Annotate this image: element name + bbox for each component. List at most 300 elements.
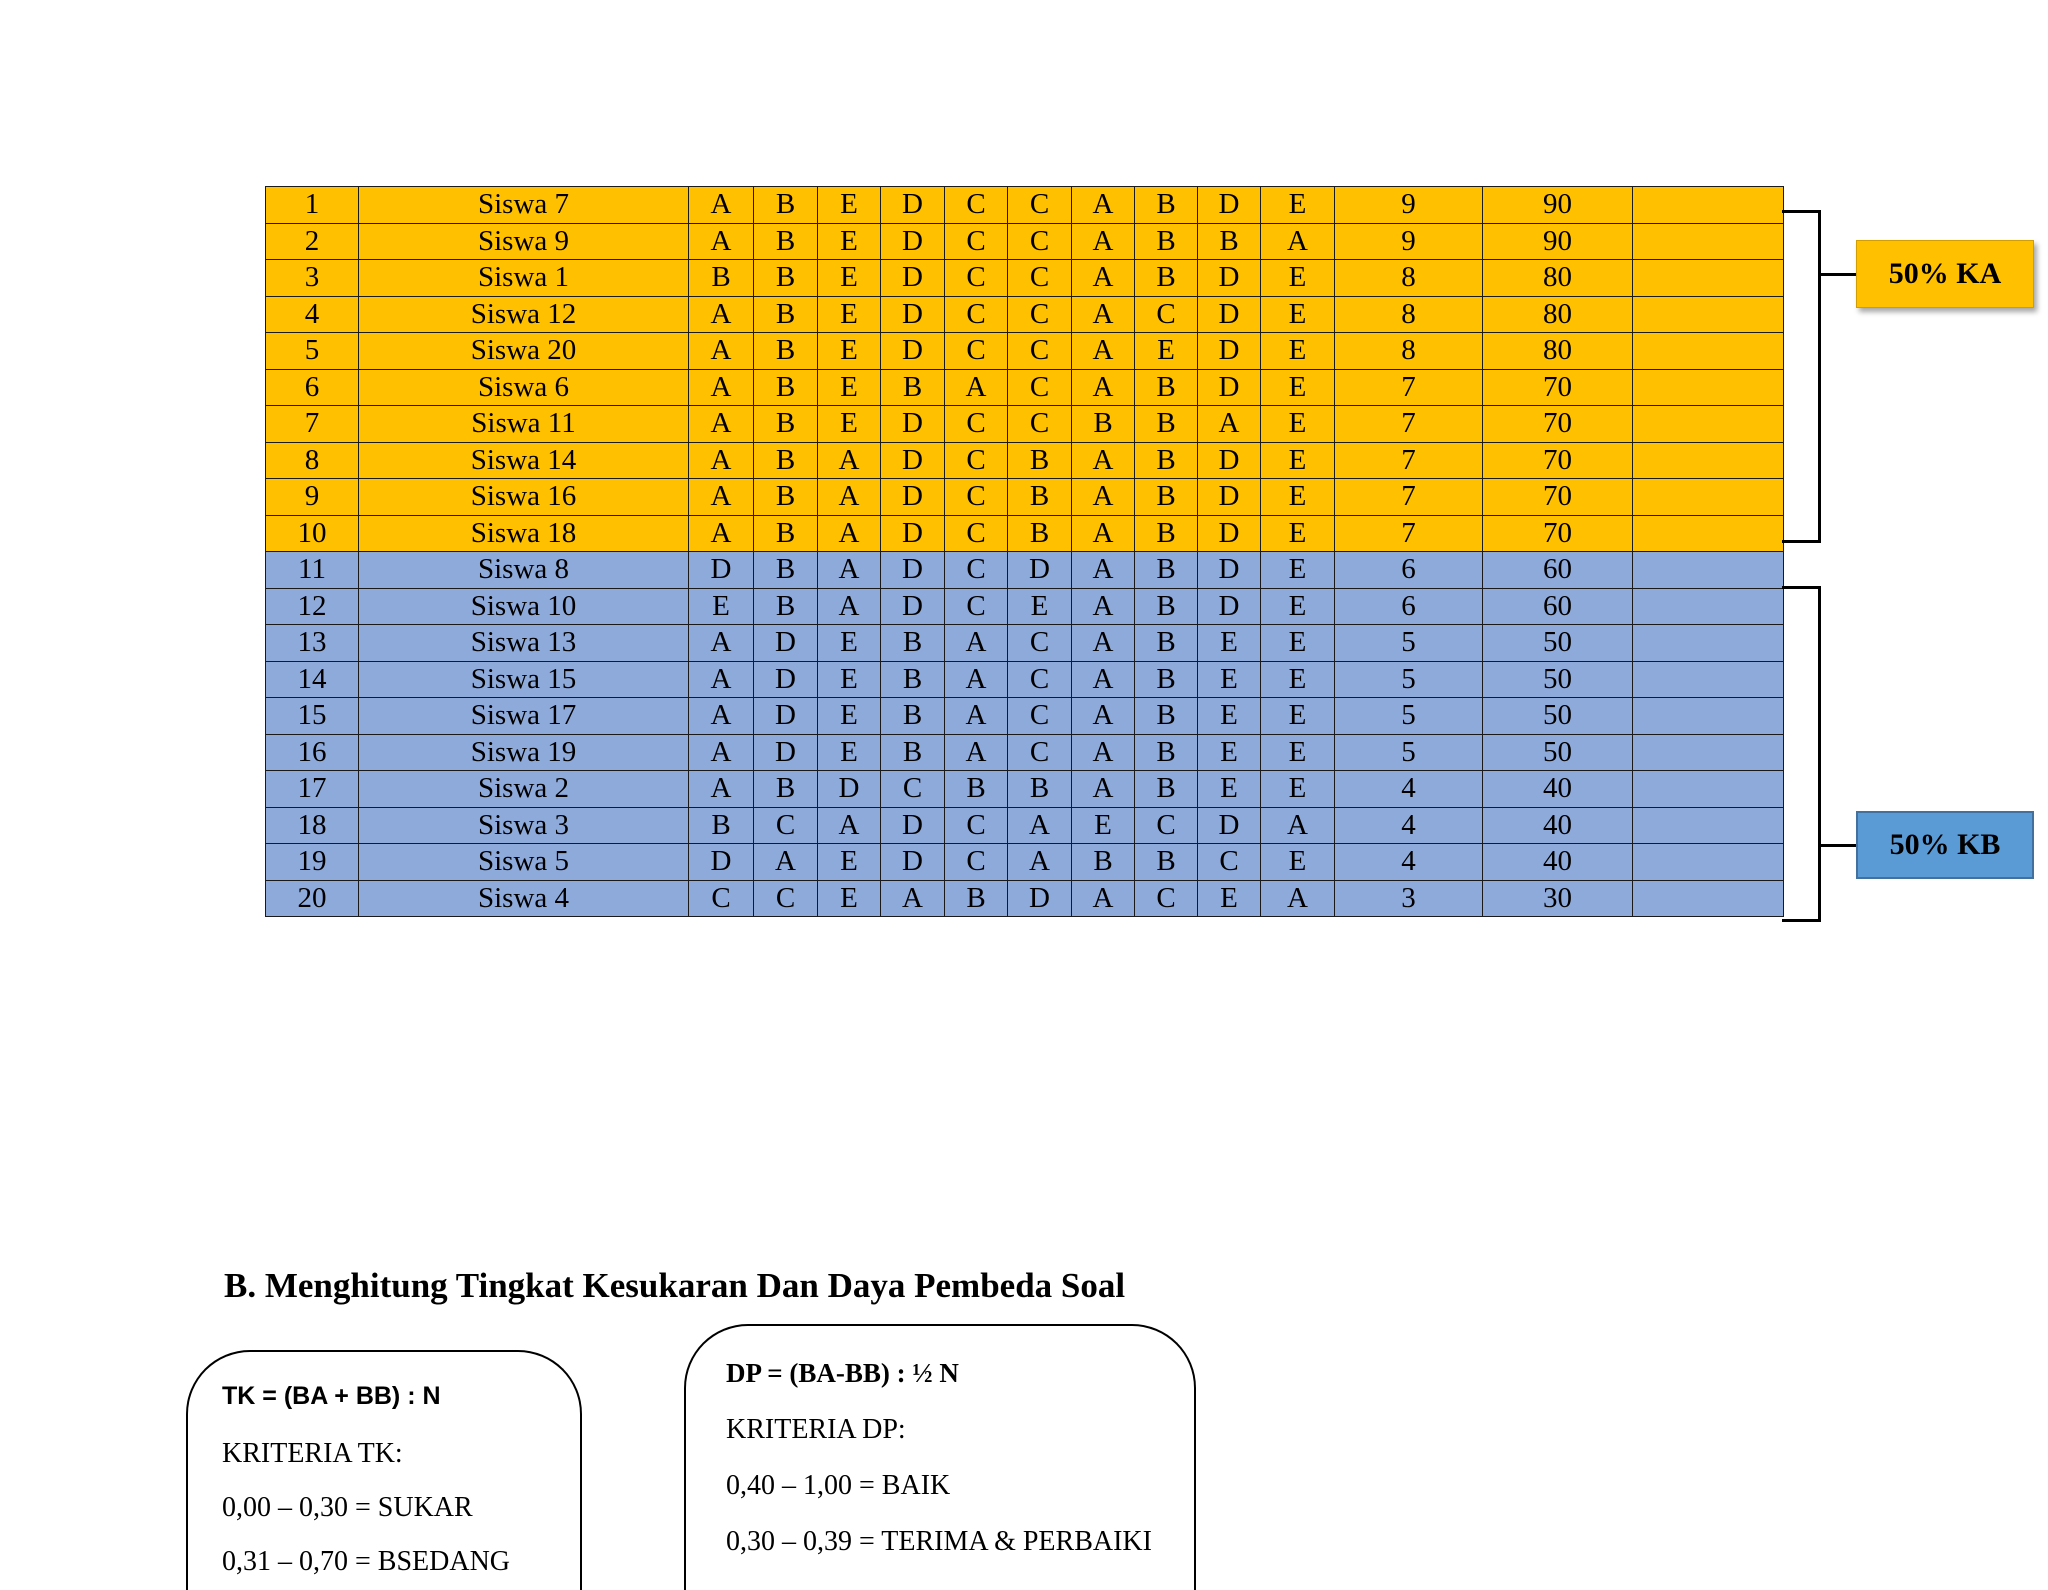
answer-cell-q3: A [818,515,881,552]
correct-count-cell: 7 [1335,442,1483,479]
empty-cell [1633,369,1784,406]
correct-count-cell: 5 [1335,698,1483,735]
answer-cell-q10: E [1261,333,1335,370]
correct-count-cell: 6 [1335,588,1483,625]
row-number-cell: 20 [266,880,359,917]
answer-cell-q7: B [1072,406,1135,443]
dp-formula: DP = (BA-BB) : ½ N [726,1358,959,1388]
answer-cell-q1: A [689,223,754,260]
answer-cell-q3: A [818,479,881,516]
answer-cell-q8: B [1135,734,1198,771]
answer-cell-q9: D [1198,296,1261,333]
answer-cell-q7: A [1072,187,1135,224]
answer-cell-q2: B [754,296,818,333]
answer-cell-q3: A [818,588,881,625]
student-name-cell: Siswa 14 [359,442,689,479]
answer-cell-q3: A [818,552,881,589]
answer-cell-q7: A [1072,442,1135,479]
row-number-cell: 5 [266,333,359,370]
empty-cell [1633,771,1784,808]
dp-formula-box [684,1324,1196,1590]
answer-cell-q7: A [1072,260,1135,297]
answer-cell-q6: C [1008,223,1072,260]
score-cell: 70 [1483,369,1633,406]
answer-cell-q4: B [881,734,945,771]
table-row [266,698,1784,735]
answer-cell-q1: A [689,479,754,516]
answer-cell-q3: E [818,406,881,443]
answer-cell-q3: D [818,771,881,808]
tk-criteria-1: 0,00 – 0,30 = SUKAR [222,1492,473,1523]
empty-cell [1633,406,1784,443]
correct-count-cell: 3 [1335,880,1483,917]
empty-cell [1633,844,1784,881]
answer-cell-q9: D [1198,588,1261,625]
answer-cell-q6: C [1008,698,1072,735]
answer-cell-q9: E [1198,734,1261,771]
student-name-cell: Siswa 15 [359,661,689,698]
answer-cell-q4: D [881,333,945,370]
answer-cell-q6: C [1008,406,1072,443]
answer-cell-q6: C [1008,734,1072,771]
answer-cell-q2: B [754,771,818,808]
answer-cell-q5: C [945,552,1008,589]
row-number-cell: 2 [266,223,359,260]
answer-cell-q8: B [1135,406,1198,443]
score-cell: 70 [1483,515,1633,552]
answer-cell-q9: D [1198,807,1261,844]
answer-cell-q4: B [881,661,945,698]
correct-count-cell: 8 [1335,333,1483,370]
empty-cell [1633,807,1784,844]
row-number-cell: 7 [266,406,359,443]
score-cell: 40 [1483,807,1633,844]
table-row [266,880,1784,917]
table-row [266,807,1784,844]
answer-cell-q8: B [1135,223,1198,260]
answer-cell-q4: A [881,880,945,917]
empty-cell [1633,661,1784,698]
score-cell: 90 [1483,223,1633,260]
score-cell: 80 [1483,260,1633,297]
answer-cell-q1: E [689,588,754,625]
answer-cell-q8: C [1135,807,1198,844]
correct-count-cell: 7 [1335,406,1483,443]
answer-cell-q2: A [754,844,818,881]
student-name-cell: Siswa 2 [359,771,689,808]
answer-cell-q9: D [1198,479,1261,516]
answer-cell-q5: C [945,588,1008,625]
answer-cell-q1: A [689,296,754,333]
score-cell: 40 [1483,844,1633,881]
answer-cell-q7: A [1072,552,1135,589]
table-row [266,588,1784,625]
answer-cell-q10: A [1261,807,1335,844]
correct-count-cell: 7 [1335,479,1483,516]
score-cell: 80 [1483,296,1633,333]
empty-cell [1633,552,1784,589]
correct-count-cell: 7 [1335,369,1483,406]
answer-cell-q4: D [881,552,945,589]
answer-cell-q6: B [1008,515,1072,552]
answer-cell-q4: B [881,625,945,662]
row-number-cell: 3 [266,260,359,297]
answer-cell-q5: C [945,223,1008,260]
answer-cell-q1: A [689,187,754,224]
answer-cell-q5: C [945,442,1008,479]
score-table [265,186,1784,917]
student-name-cell: Siswa 4 [359,880,689,917]
score-cell: 50 [1483,661,1633,698]
answer-cell-q5: C [945,807,1008,844]
answer-cell-q4: B [881,369,945,406]
empty-cell [1633,625,1784,662]
answer-cell-q8: C [1135,296,1198,333]
student-name-cell: Siswa 18 [359,515,689,552]
answer-cell-q1: A [689,442,754,479]
answer-cell-q7: E [1072,807,1135,844]
answer-cell-q10: E [1261,479,1335,516]
answer-cell-q4: D [881,406,945,443]
student-name-cell: Siswa 5 [359,844,689,881]
table-row [266,296,1784,333]
student-name-cell: Siswa 7 [359,187,689,224]
answer-cell-q2: B [754,479,818,516]
student-name-cell: Siswa 20 [359,333,689,370]
answer-cell-q3: E [818,260,881,297]
answer-cell-q9: A [1198,406,1261,443]
answer-cell-q6: C [1008,296,1072,333]
empty-cell [1633,734,1784,771]
answer-cell-q8: B [1135,771,1198,808]
student-name-cell: Siswa 1 [359,260,689,297]
answer-cell-q9: B [1198,223,1261,260]
answer-cell-q7: A [1072,588,1135,625]
answer-cell-q2: B [754,187,818,224]
student-name-cell: Siswa 19 [359,734,689,771]
answer-cell-q6: C [1008,187,1072,224]
student-name-cell: Siswa 10 [359,588,689,625]
answer-cell-q4: D [881,515,945,552]
answer-cell-q10: E [1261,661,1335,698]
answer-cell-q6: B [1008,479,1072,516]
answer-cell-q7: A [1072,734,1135,771]
lower-group-label: 50% KB [1856,811,2034,879]
answer-cell-q8: B [1135,260,1198,297]
empty-cell [1633,698,1784,735]
answer-cell-q7: B [1072,844,1135,881]
row-number-cell: 9 [266,479,359,516]
row-number-cell: 1 [266,187,359,224]
answer-cell-q7: A [1072,296,1135,333]
answer-cell-q2: B [754,515,818,552]
score-cell: 30 [1483,880,1633,917]
table-row [266,771,1784,808]
table-body [266,187,1784,917]
answer-cell-q5: C [945,333,1008,370]
table-row [266,333,1784,370]
answer-cell-q6: C [1008,333,1072,370]
score-cell: 50 [1483,734,1633,771]
answer-cell-q4: B [881,698,945,735]
answer-cell-q2: B [754,442,818,479]
upper-group-label: 50% KA [1856,240,2034,308]
answer-cell-q5: A [945,698,1008,735]
answer-cell-q8: B [1135,479,1198,516]
answer-cell-q4: D [881,296,945,333]
correct-count-cell: 5 [1335,625,1483,662]
answer-cell-q1: A [689,734,754,771]
answer-cell-q2: D [754,661,818,698]
empty-cell [1633,442,1784,479]
correct-count-cell: 8 [1335,296,1483,333]
answer-cell-q4: D [881,479,945,516]
score-cell: 50 [1483,625,1633,662]
answer-cell-q4: C [881,771,945,808]
tk-criteria-title: KRITERIA TK: [222,1438,403,1469]
answer-cell-q3: E [818,880,881,917]
row-number-cell: 10 [266,515,359,552]
answer-cell-q7: A [1072,515,1135,552]
answer-cell-q3: E [818,223,881,260]
answer-cell-q4: D [881,187,945,224]
row-number-cell: 12 [266,588,359,625]
answer-cell-q6: A [1008,844,1072,881]
answer-cell-q1: A [689,406,754,443]
answer-cell-q7: A [1072,479,1135,516]
answer-cell-q6: C [1008,369,1072,406]
answer-cell-q4: D [881,223,945,260]
answer-cell-q3: E [818,187,881,224]
score-cell: 70 [1483,479,1633,516]
answer-cell-q10: E [1261,734,1335,771]
answer-cell-q1: D [689,552,754,589]
answer-cell-q10: E [1261,187,1335,224]
answer-cell-q4: D [881,844,945,881]
empty-cell [1633,333,1784,370]
answer-cell-q6: C [1008,625,1072,662]
answer-cell-q3: E [818,369,881,406]
answer-cell-q9: D [1198,187,1261,224]
answer-cell-q4: D [881,442,945,479]
answer-cell-q7: A [1072,698,1135,735]
answer-cell-q9: E [1198,880,1261,917]
table-row [266,552,1784,589]
answer-cell-q1: A [689,333,754,370]
tk-formula-box [186,1350,582,1590]
answer-cell-q8: B [1135,515,1198,552]
answer-cell-q3: A [818,807,881,844]
answer-cell-q5: A [945,625,1008,662]
answer-cell-q4: D [881,588,945,625]
answer-cell-q10: E [1261,369,1335,406]
answer-cell-q6: A [1008,807,1072,844]
empty-cell [1633,479,1784,516]
answer-cell-q5: A [945,734,1008,771]
answer-cell-q9: C [1198,844,1261,881]
answer-cell-q1: A [689,515,754,552]
answer-cell-q7: A [1072,625,1135,662]
answer-cell-q5: C [945,260,1008,297]
student-name-cell: Siswa 3 [359,807,689,844]
answer-cell-q2: B [754,406,818,443]
table-row [266,187,1784,224]
answer-cell-q8: E [1135,333,1198,370]
answer-cell-q8: B [1135,187,1198,224]
answer-cell-q2: B [754,369,818,406]
answer-cell-q1: A [689,661,754,698]
row-number-cell: 6 [266,369,359,406]
score-cell: 80 [1483,333,1633,370]
answer-cell-q10: A [1261,880,1335,917]
answer-cell-q1: A [689,625,754,662]
correct-count-cell: 5 [1335,661,1483,698]
answer-cell-q10: E [1261,406,1335,443]
correct-count-cell: 4 [1335,807,1483,844]
table-row [266,260,1784,297]
answer-cell-q9: D [1198,515,1261,552]
table-row [266,406,1784,443]
answer-cell-q7: A [1072,333,1135,370]
answer-cell-q10: E [1261,698,1335,735]
answer-cell-q3: E [818,661,881,698]
row-number-cell: 4 [266,296,359,333]
student-name-cell: Siswa 9 [359,223,689,260]
answer-cell-q3: E [818,625,881,662]
answer-cell-q8: B [1135,552,1198,589]
answer-cell-q7: A [1072,369,1135,406]
answer-cell-q6: C [1008,260,1072,297]
answer-cell-q1: A [689,369,754,406]
answer-cell-q5: C [945,515,1008,552]
answer-cell-q9: D [1198,442,1261,479]
answer-cell-q9: E [1198,771,1261,808]
answer-cell-q3: E [818,844,881,881]
table-row [266,223,1784,260]
answer-cell-q2: B [754,552,818,589]
answer-cell-q9: D [1198,369,1261,406]
answer-cell-q3: E [818,734,881,771]
answer-cell-q2: B [754,223,818,260]
answer-cell-q2: C [754,807,818,844]
student-name-cell: Siswa 16 [359,479,689,516]
score-cell: 90 [1483,187,1633,224]
row-number-cell: 13 [266,625,359,662]
answer-cell-q1: B [689,260,754,297]
answer-cell-q9: E [1198,625,1261,662]
answer-cell-q2: B [754,260,818,297]
answer-cell-q9: D [1198,333,1261,370]
answer-cell-q1: D [689,844,754,881]
answer-cell-q10: E [1261,552,1335,589]
tk-criteria-2: 0,31 – 0,70 = BSEDANG [222,1546,511,1577]
empty-cell [1633,880,1784,917]
answer-cell-q5: A [945,369,1008,406]
row-number-cell: 11 [266,552,359,589]
correct-count-cell: 4 [1335,771,1483,808]
score-cell: 60 [1483,552,1633,589]
table-row [266,369,1784,406]
tk-formula: TK = (BA + BB) : N [222,1382,441,1410]
student-name-cell: Siswa 17 [359,698,689,735]
answer-cell-q10: E [1261,442,1335,479]
answer-cell-q2: D [754,625,818,662]
answer-cell-q10: E [1261,260,1335,297]
answer-cell-q5: C [945,406,1008,443]
answer-cell-q2: B [754,333,818,370]
score-cell: 40 [1483,771,1633,808]
correct-count-cell: 5 [1335,734,1483,771]
row-number-cell: 16 [266,734,359,771]
dp-criteria-1: 0,40 – 1,00 = BAIK [726,1470,951,1501]
answer-cell-q6: E [1008,588,1072,625]
dp-criteria-title: KRITERIA DP: [726,1414,906,1445]
bracket-kb-connector [1818,844,1856,847]
answer-cell-q10: E [1261,588,1335,625]
answer-cell-q8: B [1135,369,1198,406]
correct-count-cell: 6 [1335,552,1483,589]
answer-cell-q10: E [1261,771,1335,808]
score-cell: 70 [1483,406,1633,443]
answer-cell-q7: A [1072,771,1135,808]
answer-cell-q3: E [818,296,881,333]
answer-cell-q6: B [1008,771,1072,808]
answer-cell-q9: D [1198,260,1261,297]
answer-cell-q8: B [1135,844,1198,881]
answer-cell-q10: E [1261,296,1335,333]
correct-count-cell: 9 [1335,187,1483,224]
answer-cell-q4: D [881,260,945,297]
answer-cell-q1: A [689,771,754,808]
row-number-cell: 19 [266,844,359,881]
row-number-cell: 15 [266,698,359,735]
answer-cell-q6: C [1008,661,1072,698]
answer-cell-q9: D [1198,552,1261,589]
answer-cell-q8: B [1135,698,1198,735]
empty-cell [1633,223,1784,260]
answer-cell-q1: C [689,880,754,917]
row-number-cell: 8 [266,442,359,479]
answer-cell-q9: E [1198,661,1261,698]
answer-cell-q6: B [1008,442,1072,479]
correct-count-cell: 4 [1335,844,1483,881]
table-row [266,844,1784,881]
answer-cell-q5: A [945,661,1008,698]
answer-cell-q1: B [689,807,754,844]
score-cell: 70 [1483,442,1633,479]
answer-cell-q8: C [1135,880,1198,917]
section-heading: B. Menghitung Tingkat Kesukaran Dan Daya Pembeda Soal [224,1266,1126,1305]
table-row [266,442,1784,479]
answer-cell-q2: D [754,734,818,771]
answer-cell-q2: B [754,588,818,625]
answer-cell-q6: D [1008,552,1072,589]
student-name-cell: Siswa 13 [359,625,689,662]
correct-count-cell: 8 [1335,260,1483,297]
student-name-cell: Siswa 6 [359,369,689,406]
empty-cell [1633,588,1784,625]
answer-cell-q8: B [1135,588,1198,625]
answer-cell-q9: E [1198,698,1261,735]
answer-cell-q6: D [1008,880,1072,917]
answer-cell-q10: E [1261,515,1335,552]
correct-count-cell: 7 [1335,515,1483,552]
answer-cell-q3: E [818,698,881,735]
answer-cell-q10: A [1261,223,1335,260]
student-name-cell: Siswa 11 [359,406,689,443]
answer-cell-q2: D [754,698,818,735]
row-number-cell: 18 [266,807,359,844]
